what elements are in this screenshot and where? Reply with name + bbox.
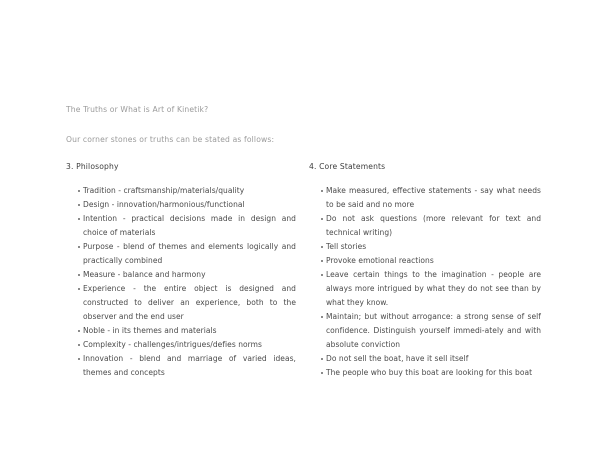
list-item: Experience - the entire object is designed and constructed to deliver an experience, both to the observer and the end user (78, 282, 296, 324)
list-item: Noble - in its themes and materials (78, 324, 296, 338)
philosophy-list (66, 184, 296, 380)
philosophy-section (66, 162, 296, 380)
list-item: Measure - balance and harmony (78, 268, 296, 282)
list-item: Tradition - craftsmanship/materials/quality (78, 184, 296, 198)
list-item: The people who buy this boat are looking for this boat (321, 366, 541, 380)
core-statements-list (309, 184, 541, 380)
list-item: Intention - practical decisions made in design and choice of materials (78, 212, 296, 240)
intro-subtitle: Our corner stones or truths can be stated as follows: (66, 135, 275, 144)
list-item: Do not ask questions (more relevant for text and technical writing) (321, 212, 541, 240)
core-statements-section (309, 162, 541, 380)
list-item: Make measured, effective statements - say what needs to be said and no more (321, 184, 541, 212)
list-item: Leave certain things to the imagination - people are always more intrigued by what they do not see than by what they know. (321, 268, 541, 310)
list-item: Design - innovation/harmonious/functional (78, 198, 296, 212)
list-item: Tell stories (321, 240, 541, 254)
intro-title: The Truths or What is Art of Kinetik? (66, 105, 209, 114)
list-item: Provoke emotional reactions (321, 254, 541, 268)
list-item: Do not sell the boat, have it sell itself (321, 352, 541, 366)
list-item: Purpose - blend of themes and elements logically and practically combined (78, 240, 296, 268)
list-item: Complexity - challenges/intrigues/defies norms (78, 338, 296, 352)
philosophy-heading: 3. Philosophy (66, 162, 119, 171)
list-item: Maintain; but without arrogance: a strong sense of self confidence. Distinguish yourself immedi-ately and with absolute conviction (321, 310, 541, 352)
core-statements-heading: 4. Core Statements (309, 162, 386, 171)
list-item: Innovation - blend and marriage of varied ideas, themes and concepts (78, 352, 296, 380)
